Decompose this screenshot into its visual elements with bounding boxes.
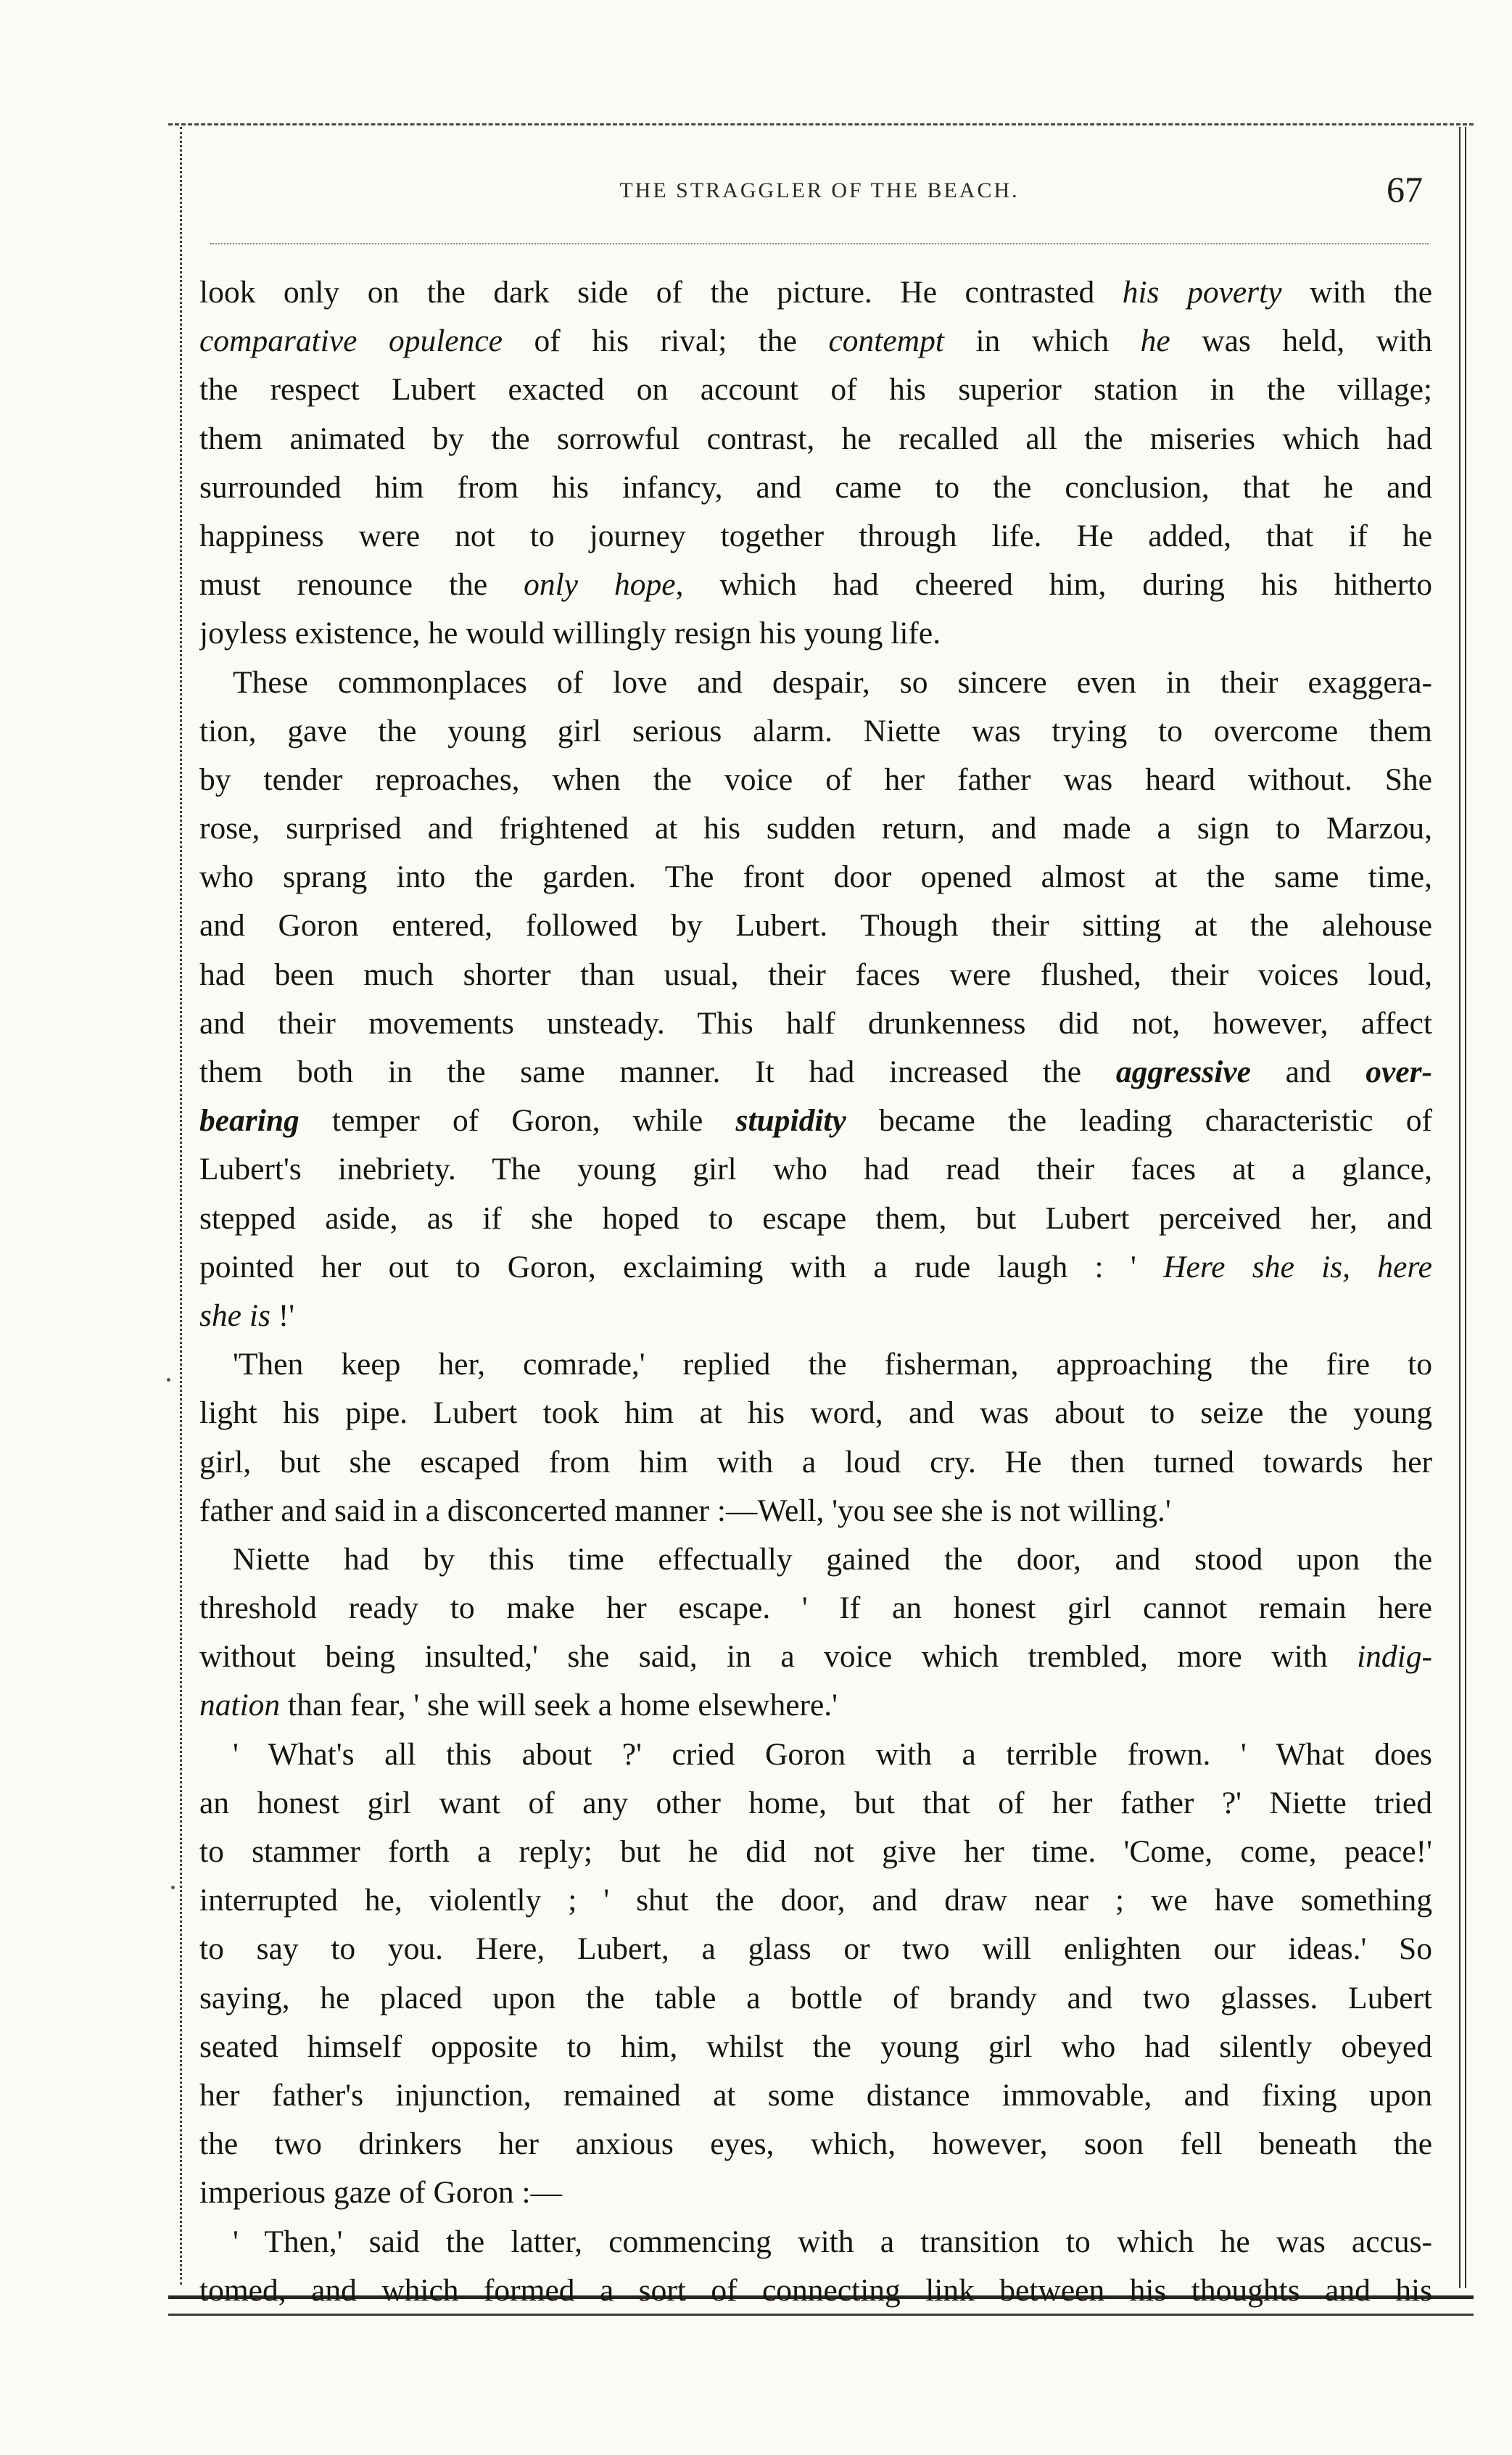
italic-text: over- [1366,1055,1432,1089]
text-span: the two drinkers her anxious eyes, which, however, soon fell beneath the [199,2126,1432,2162]
text-line [199,1584,1432,1633]
text-span: in which [943,323,1141,359]
text-span: pointed her out to Goron, exclaiming with a rude laugh : ' [199,1249,1164,1284]
text-span: ' Then,' said the latter, commencing with a transition to which he was accus- [233,2224,1432,2259]
text-span: who sprang into the garden. The front door opened almost at the same time, [199,859,1432,895]
text-line [199,1487,1432,1535]
text-span: imperious gaze of Goron :— [199,2175,563,2211]
text-line [199,659,1432,707]
text-span: Niette had by this time effectually gained the door, and stood upon the [233,1541,1432,1577]
running-head [210,168,1429,219]
text-line [199,1633,1432,1681]
text-span: without being insulted,' she said, in a voice which trembled, more with [199,1639,1358,1675]
text-line [199,901,1432,950]
text-line [199,2023,1432,2071]
italic-text: he [1140,323,1170,359]
text-line [199,853,1432,901]
text-line [199,1974,1432,2023]
text-span: interrupted he, violently ; ' shut the door, and draw near ; we have something [199,1883,1432,1918]
text-line [199,756,1432,804]
text-line [199,1340,1432,1389]
text-line [199,1779,1432,1828]
text-span: rose, surprised and frightened at his sudden return, and made a sign to Marzou, [199,811,1432,846]
text-span: joyless existence, he would willingly resign his young life. [199,616,941,651]
italic-text: aggressive [1115,1055,1251,1089]
italic-text: indig- [1357,1639,1432,1675]
text-line [199,1535,1432,1584]
text-span: These commonplaces of love and despair, so sincere even in their exaggera- [233,664,1432,700]
text-span: look only on the dark side of the picture. He contrasted [199,275,1123,310]
text-line [199,317,1432,366]
text-line [199,512,1432,561]
text-line [199,707,1432,756]
italic-text: contempt [828,323,944,359]
text-line [199,1828,1432,1876]
text-span: with the [1281,275,1432,310]
text-line [199,609,1432,658]
text-span: an honest girl want of any other home, but that of her father ?' Niette tried [199,1785,1432,1820]
right-border-rule [1459,127,1466,2288]
text-span: them animated by the sorrowful contrast, he recalled all the miseries which had [199,421,1432,456]
text-line [199,1145,1432,1194]
text-span: the respect Lubert exacted on account of his superior station in the village; [199,372,1432,408]
text-span: temper of Goron, while [299,1103,736,1139]
text-line [199,268,1432,317]
text-span: threshold ready to make her escape. ' If an honest girl cannot remain here [199,1590,1432,1626]
italic-text: his poverty [1122,275,1282,310]
print-speck [171,1886,175,1889]
italic-text: comparative opulence [199,323,503,359]
italic-text: nation [199,1688,281,1723]
text-span: her father's injunction, remained at some distance immovable, and fixing upon [199,2077,1432,2113]
text-span: than fear, ' she will seek a home elsewhere.' [280,1688,838,1723]
text-span: was held, with [1170,323,1432,359]
text-line [199,2169,1432,2217]
text-span: Lubert's inebriety. The young girl who had read their faces at a glance, [199,1152,1432,1187]
text-line [199,1292,1432,1340]
text-line [199,1195,1432,1243]
text-span: ' What's all this about ?' cried Goron with a terrible frown. ' What does [233,1736,1432,1772]
text-span: father and said in a disconcerted manner :—Well, 'you see she is not willing.' [199,1493,1171,1528]
text-span: girl, but she escaped from him with a loud cry. He then turned towards her [199,1444,1432,1480]
text-span: and their movements unsteady. This half drunkenness did not, however, affect [199,1005,1432,1041]
text-span: 'Then keep her, comrade,' replied the fisherman, approaching the fire to [233,1347,1432,1382]
text-span: surrounded him from his infancy, and came to the conclusion, that he and [199,469,1432,505]
text-line [199,951,1432,999]
text-span: light his pipe. Lubert took him at his word, and was about to seize the young [199,1395,1432,1431]
text-span: and [1250,1055,1366,1089]
text-line [199,1876,1432,1925]
text-span: must renounce the [199,567,524,603]
text-span: by tender reproaches, when the voice of her father was heard without. She [199,762,1432,797]
italic-text: Here she is, here [1163,1249,1432,1284]
text-line [199,415,1432,463]
text-span: had been much shorter than usual, their faces were flushed, their voices loud, [199,957,1432,992]
text-line [199,2120,1432,2169]
text-line [199,1389,1432,1437]
italic-text: she is [199,1297,270,1333]
text-span: of his rival; the [502,323,829,359]
text-span: to stammer forth a reply; but he did not give her time. 'Come, come, peace!' [199,1834,1432,1869]
text-span: tomed, and which formed a sort of connecting link between his thoughts and his [199,2272,1432,2308]
text-line [199,1730,1432,1779]
italic-text: stupidity [735,1103,846,1139]
text-line [199,999,1432,1048]
print-speck [167,1378,170,1382]
page-number: 67 [1387,169,1423,210]
text-span: tion, gave the young girl serious alarm. Niette was trying to overcome them [199,713,1432,748]
text-line [199,1048,1432,1097]
footer-rule [168,2314,1474,2316]
text-span: saying, he placed upon the table a bottle of brandy and two glasses. Lubert [199,1980,1432,2015]
left-border-rule [180,127,182,2285]
header-divider [210,243,1429,244]
italic-text: only hope [524,567,676,603]
text-line [199,1438,1432,1487]
italic-text: bearing [199,1103,299,1139]
text-line [199,2071,1432,2120]
body-text [199,268,1432,2315]
text-line [199,366,1432,414]
text-line [199,2266,1432,2315]
text-span: , which had cheered him, during his hitherto [675,567,1432,603]
text-span: them both in the same manner. It had increased the [199,1055,1116,1089]
text-line [199,561,1432,609]
text-line [199,1925,1432,1973]
text-line [199,804,1432,853]
text-span: stepped aside, as if she hoped to escape them, but Lubert perceived her, and [199,1200,1432,1236]
text-line [199,1681,1432,1730]
running-title: THE STRAGGLER OF THE BEACH. [619,178,1020,202]
text-span: became the leading characteristic of [846,1103,1432,1139]
text-span: and Goron entered, followed by Lubert. Though their sitting at the alehouse [199,908,1432,944]
text-span: to say to you. Here, Lubert, a glass or two will enlighten our ideas.' So [199,1931,1432,1967]
text-line [199,1097,1432,1145]
text-line [199,2218,1432,2266]
text-span: happiness were not to journey together through life. He added, that if he [199,518,1432,553]
text-span: !' [270,1297,295,1333]
text-line [199,463,1432,512]
text-line [199,1243,1432,1292]
text-span: seated himself opposite to him, whilst the young girl who had silently obeyed [199,2029,1432,2064]
